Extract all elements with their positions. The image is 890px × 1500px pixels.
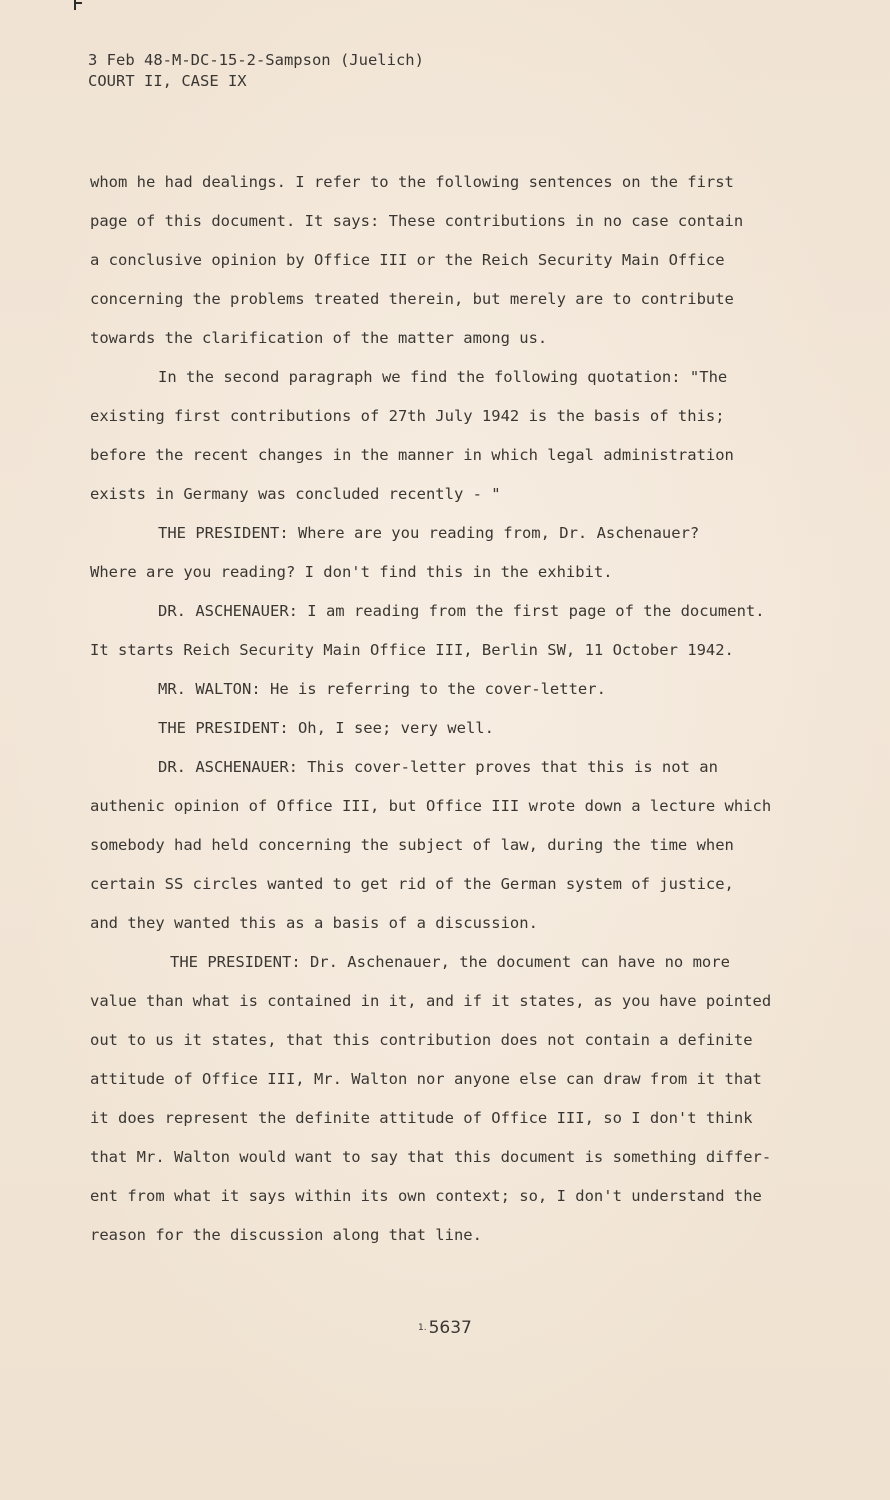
corner-mark — [74, 0, 76, 10]
text-line: DR. ASCHENAUER: This cover-letter proves that this is not an — [158, 758, 718, 776]
text-line: reason for the discussion along that line. — [90, 1226, 482, 1244]
text-line: MR. WALTON: He is referring to the cover-letter. — [158, 680, 606, 698]
page-number-value: 5637 — [428, 1318, 472, 1338]
header-line-2: COURT II, CASE IX — [88, 72, 247, 90]
text-line: attitude of Office III, Mr. Walton nor anyone else can draw from it that — [90, 1070, 762, 1088]
page-number — [418, 1318, 472, 1338]
text-line: In the second paragraph we find the following quotation: "The — [158, 368, 728, 386]
text-line: Where are you reading? I don't find this in the exhibit. — [90, 563, 613, 581]
text-line: DR. ASCHENAUER: I am reading from the first page of the document. — [158, 602, 765, 620]
text-line: THE PRESIDENT: Where are you reading from, Dr. Aschenauer? — [158, 524, 700, 542]
text-line: THE PRESIDENT: Oh, I see; very well. — [158, 719, 494, 737]
transcript-body — [90, 163, 810, 1255]
text-line: out to us it states, that this contribution does not contain a definite — [90, 1031, 753, 1049]
text-line: ent from what it says within its own context; so, I don't understand the — [90, 1187, 762, 1205]
text-line: a conclusive opinion by Office III or the Reich Security Main Office — [90, 251, 725, 269]
text-line: certain SS circles wanted to get rid of the German system of justice, — [90, 875, 734, 893]
text-line: concerning the problems treated therein, but merely are to contribute — [90, 290, 734, 308]
text-line: somebody had held concerning the subject of law, during the time when — [90, 836, 734, 854]
text-line: THE PRESIDENT: Dr. Aschenauer, the document can have no more — [170, 953, 730, 971]
text-line: whom he had dealings. I refer to the following sentences on the first — [90, 173, 734, 191]
page-number-prefix: 1. — [418, 1323, 427, 1333]
text-line: that Mr. Walton would want to say that this document is something differ- — [90, 1148, 772, 1166]
text-line: existing first contributions of 27th July 1942 is the basis of this; — [90, 407, 725, 425]
document-header — [88, 50, 424, 92]
text-line: It starts Reich Security Main Office III, Berlin SW, 11 October 1942. — [90, 641, 734, 659]
text-line: page of this document. It says: These contributions in no case contain — [90, 212, 744, 230]
text-line: value than what is contained in it, and if it states, as you have pointed — [90, 992, 772, 1010]
text-line: and they wanted this as a basis of a discussion. — [90, 914, 538, 932]
text-line: towards the clarification of the matter among us. — [90, 329, 548, 347]
header-line-1: 3 Feb 48-M-DC-15-2-Sampson (Juelich) — [88, 51, 424, 69]
text-line: it does represent the definite attitude of Office III, so I don't think — [90, 1109, 753, 1127]
text-line: exists in Germany was concluded recently - " — [90, 485, 501, 503]
text-line: before the recent changes in the manner in which legal administration — [90, 446, 734, 464]
text-line: authenic opinion of Office III, but Office III wrote down a lecture which — [90, 797, 772, 815]
